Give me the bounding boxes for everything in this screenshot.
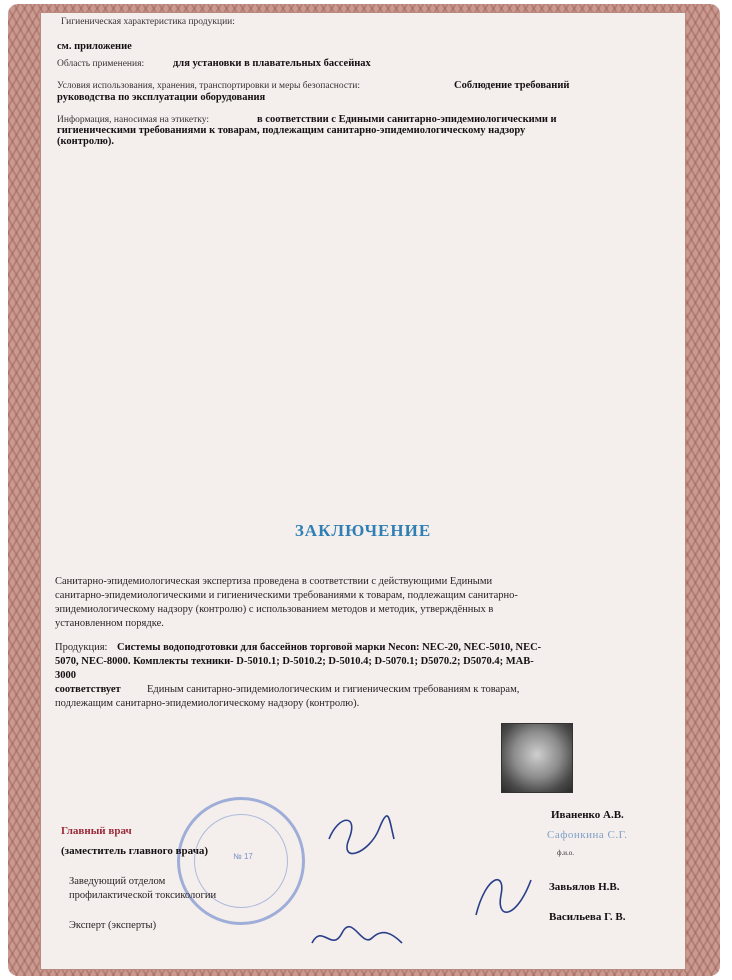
chief-doctor-label: Главный врач xyxy=(61,825,132,837)
experts-label: Эксперт (эксперты) xyxy=(69,920,157,931)
info-value-1: в соответствии с Едиными санитарно-эпидемиологическими и xyxy=(257,114,557,125)
head-dept-line-2: профилактической токсикологии xyxy=(69,890,217,901)
info-label: Информация, наносимая на этикетку: xyxy=(57,115,209,125)
product-line-1: Системы водоподготовки для бассейнов торговой марки Necon: NEC-20, NEC-5010, NEC- xyxy=(117,642,542,653)
hygiene-value: см. приложение xyxy=(57,41,132,52)
hologram-sticker xyxy=(501,723,573,793)
conditions-label: Условия использования, хранения, транспортировки и меры безопасности: xyxy=(57,81,360,91)
product-label: Продукция: xyxy=(55,642,108,653)
signature-3 xyxy=(307,913,407,963)
stamp-mark: № 17 xyxy=(233,852,253,861)
name-stamped: Сафонкина С.Г. xyxy=(547,829,628,841)
signature-2 xyxy=(461,865,541,925)
certificate-sheet xyxy=(40,12,686,970)
info-value-3: (контролю). xyxy=(57,136,114,147)
product-line-2: 5070, NEC-8000. Комплекты техники- D-5010.1; D-5010.2; D-5010.4; D-5070.1; D5070.2; D5070.4; MAB- xyxy=(55,656,534,667)
complies-word: соответствует xyxy=(55,684,121,695)
name-vasilyeva: Васильева Г. В. xyxy=(549,911,626,923)
product-line-3: 3000 xyxy=(55,670,76,681)
name-ivanenko: Иваненко А.В. xyxy=(551,809,624,821)
round-stamp xyxy=(177,797,305,925)
conditions-value-1: Соблюдение требований xyxy=(454,80,570,91)
info-value-2: гигиеническими требованиями к товарам, подлежащим санитарно-эпидемиологическому надзору xyxy=(57,125,526,136)
conclusion-title: ЗАКЛЮЧЕНИЕ xyxy=(294,521,432,540)
name-zavyalov: Завьялов Н.В. xyxy=(549,881,620,893)
hygiene-label: Гигиеническая характеристика продукции: xyxy=(61,17,235,27)
scope-value: для установки в плавательных бассейнах xyxy=(173,58,371,69)
intro-line-2: санитарно-эпидемиологическими и гигиеническими требованиями к товарам, подлежащим санитарно- xyxy=(55,590,518,601)
intro-line-3: эпидемиологическому надзору (контролю) с использованием методов и методик, утверждённых в xyxy=(55,604,494,615)
deputy-label: (заместитель главного врача) xyxy=(61,845,209,857)
signature-1 xyxy=(319,809,399,859)
complies-line-2: подлежащим санитарно-эпидемиологическому надзору (контролю). xyxy=(55,698,360,709)
conditions-value-2: руководства по эксплуатации оборудования xyxy=(57,92,266,103)
intro-line-4: установленном порядке. xyxy=(55,618,164,629)
intro-line-1: Санитарно-эпидемиологическая экспертиза проведена в соответствии с действующими Едиными xyxy=(55,576,493,587)
complies-line-1: Единым санитарно-эпидемиологическим и гигиеническим требованиям к товарам, xyxy=(147,684,520,695)
head-dept-line-1: Заведующий отделом xyxy=(69,876,166,887)
fio-label: ф.и.о. xyxy=(557,849,575,857)
scope-label: Область применения: xyxy=(57,59,145,69)
